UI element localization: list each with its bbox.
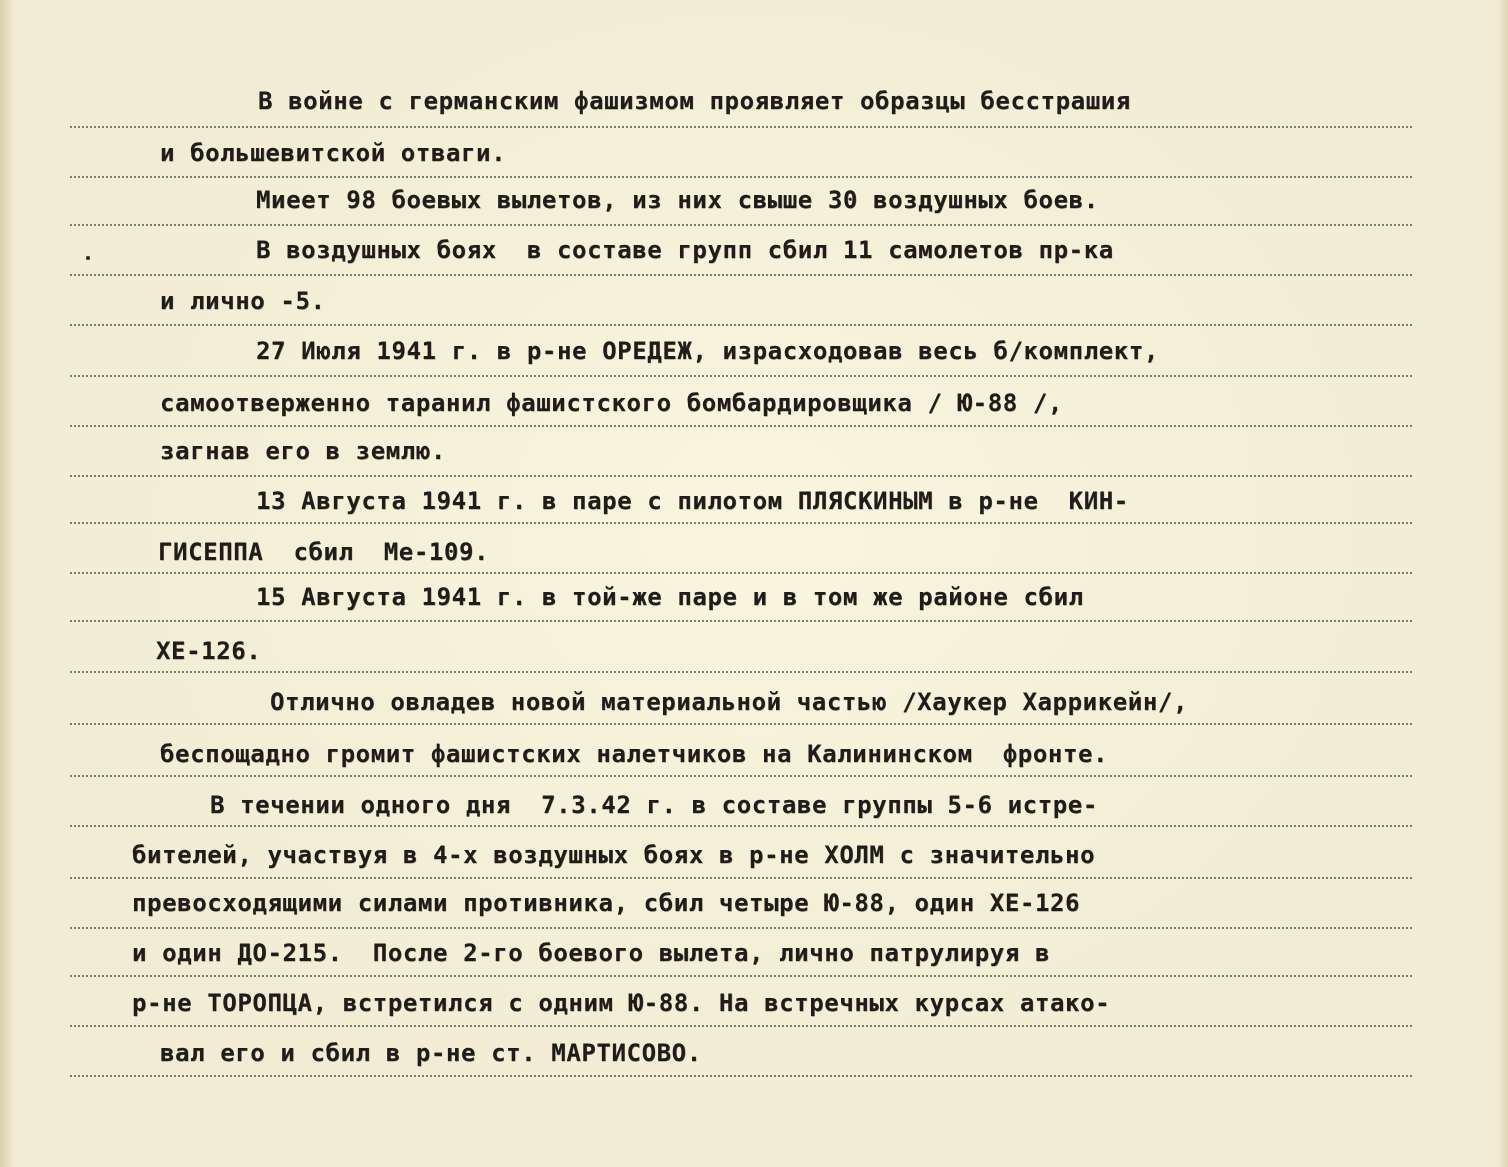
text-line-1: В войне с германским фашизмом проявляет образцы бесстрашия: [258, 87, 1131, 115]
ruled-line: [70, 425, 1412, 427]
ruled-line: [70, 375, 1412, 377]
ruled-line: [70, 572, 1412, 574]
ruled-line: [70, 927, 1412, 929]
ruled-line: [70, 475, 1412, 477]
ruled-line: [70, 1025, 1412, 1027]
text-line-5: и лично -5.: [160, 287, 326, 315]
text-line-13: Отлично овладев новой материальной частью /Хаукер Харрикейн/,: [270, 688, 1189, 716]
text-line-12: ХЕ-126.: [156, 637, 262, 665]
text-line-9: 13 Августа 1941 г. в паре с пилотом ПЛЯСКИНЫМ в р-не КИН-: [256, 487, 1129, 515]
text-line-16: бителей, участвуя в 4-х воздушных боях в р-не ХОЛМ с значительно: [132, 841, 1096, 869]
text-line-14: беспощадно громит фашистских налетчиков на Калининском фронте.: [160, 740, 1109, 768]
ruled-line: [70, 274, 1412, 276]
text-line-7: самоотверженно таранил фашистского бомбардировщика / Ю-88 /,: [160, 389, 1063, 417]
ruled-line: [70, 522, 1412, 524]
ruled-line: [70, 975, 1412, 977]
text-line-6: 27 Июля 1941 г. в р-не ОРЕДЕЖ, израсходовав весь б/комплект,: [256, 337, 1159, 365]
ruled-line: [70, 1075, 1412, 1077]
text-line-4: В воздушных боях в составе групп сбил 11 самолетов пр-ка: [256, 236, 1114, 264]
ruled-line: [70, 775, 1412, 777]
ruled-line: [70, 877, 1412, 879]
text-line-15: В течении одного дня 7.3.42 г. в составе группы 5-6 истре-: [210, 791, 1098, 819]
text-line-2: и большевитской отваги.: [160, 139, 507, 167]
text-line-10: ГИСЕППА сбил Ме-109.: [158, 538, 490, 566]
ruled-line: [70, 620, 1412, 622]
ruled-line: [70, 671, 1412, 673]
text-line-3: Миеет 98 боевых вылетов, из них свыше 30 воздушных боев.: [256, 186, 1099, 214]
ruled-line: [70, 126, 1412, 128]
text-line-17: превосходящими силами противника, сбил четыре Ю-88, один ХЕ-126: [132, 889, 1081, 917]
ruled-line: [70, 324, 1412, 326]
text-line-20: вал его и сбил в р-не ст. МАРТИСОВО.: [160, 1039, 702, 1067]
text-line-18: и один ДО-215. После 2-го боевого вылета, лично патрулируя в: [132, 939, 1051, 967]
ruled-line: [70, 723, 1412, 725]
page-edge-shadow-right: [1498, 0, 1508, 1167]
text-line-8: загнав его в землю.: [160, 437, 446, 465]
text-line-11: 15 Августа 1941 г. в той-же паре и в том же районе сбил: [256, 583, 1084, 611]
ruled-line: [70, 176, 1412, 178]
page-edge-shadow-left: [0, 0, 14, 1167]
ruled-line: [70, 224, 1412, 226]
text-line-19: р-не ТОРОПЦА, встретился с одним Ю-88. На встречных курсах атако-: [132, 989, 1111, 1017]
ruled-line: [70, 825, 1412, 827]
stray-ink-dot: [86, 256, 90, 260]
